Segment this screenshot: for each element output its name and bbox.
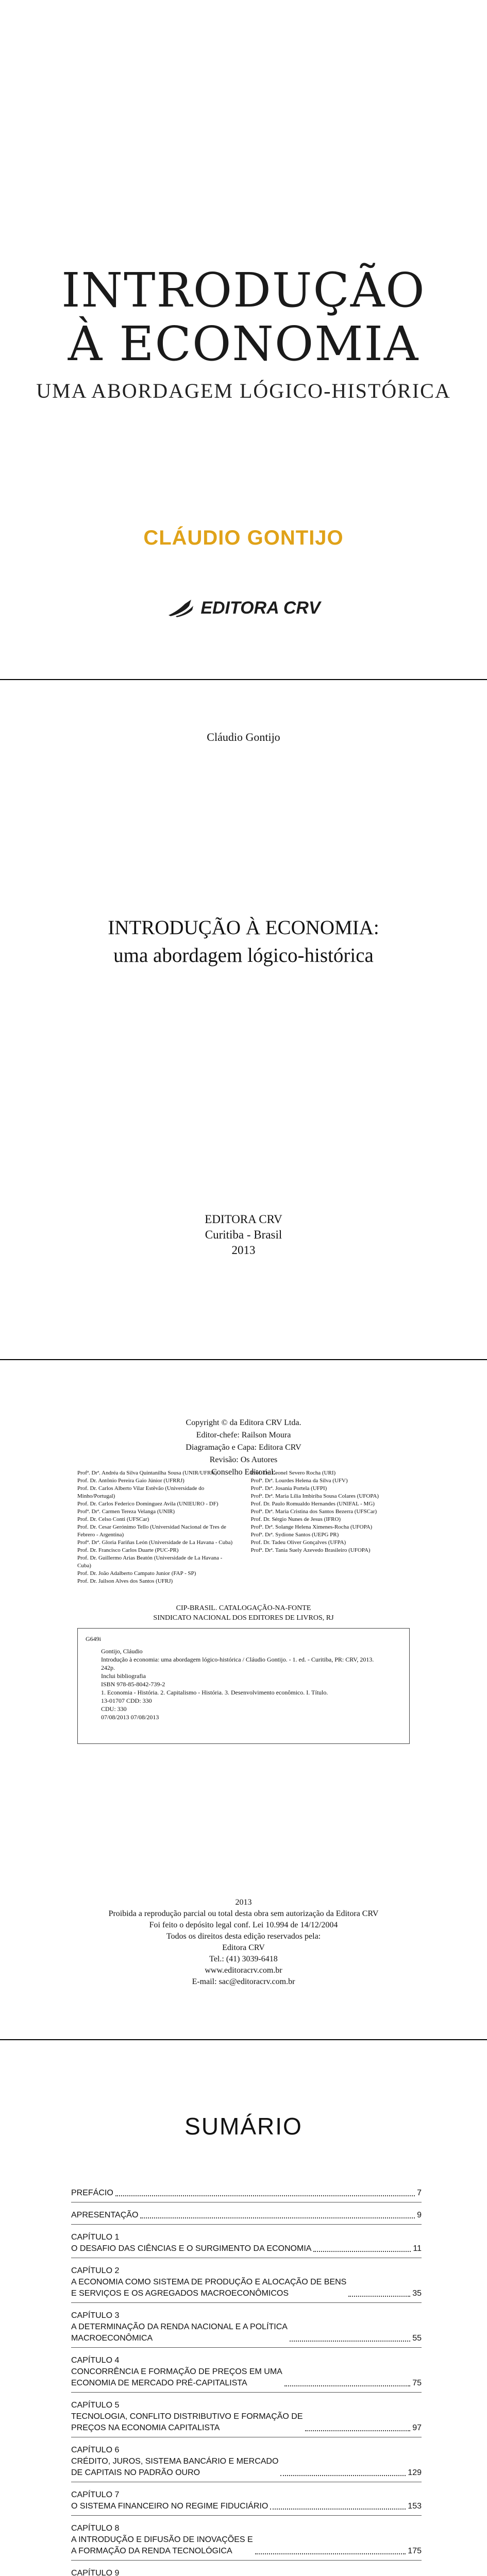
toc-item[interactable] — [71, 2516, 422, 2561]
council-member: Profª. Drª. Solange Helena Ximenes-Rocha (UFOPA) — [250, 1524, 373, 1530]
toc-page-number: 7 — [417, 2189, 422, 2197]
toc-leader-dots — [255, 2553, 406, 2554]
footer-line: Tel.: (41) 3039-6418 — [209, 1955, 278, 1963]
toc-chapter-label: CAPÍTULO 7 — [71, 2490, 120, 2499]
toc-item[interactable] — [71, 2348, 422, 2393]
title-page-title-line2: uma abordagem lógico-histórica — [113, 944, 374, 967]
toc-page-number: 11 — [413, 2244, 422, 2253]
council-member: Prof. Dr. Guillermo Arias Beatón (Universidade de La Havana - Cuba) — [77, 1555, 223, 1569]
toc-leader-dots — [140, 2217, 415, 2218]
toc-chapter-label: CAPÍTULO 3 — [71, 2311, 120, 2320]
toc-item[interactable] — [71, 2258, 422, 2303]
footer-line: Foi feito o depósito legal conf. Lei 10.994 de 14/12/2004 — [149, 1921, 338, 1929]
cip-line: 13-01707 CDD: 330 — [101, 1697, 152, 1704]
toc-chapter-label: CAPÍTULO 1 — [71, 2233, 120, 2242]
council-member: Prof. Dr. Jailson Alves dos Santos (UFRJ) — [77, 1578, 173, 1584]
toc-leader-dots — [270, 2509, 406, 2510]
toc-page-number: 35 — [412, 2289, 422, 2298]
footer-line: Proibida a reprodução parcial ou total desta obra sem autorização da Editora CRV — [108, 1909, 379, 1918]
council-member: Profª. Drª. Tania Suely Azevedo Brasileiro (UFOPA) — [250, 1547, 371, 1553]
cip-line: 07/08/2013 07/08/2013 — [101, 1714, 159, 1721]
toc-chapter-label: CAPÍTULO 6 — [71, 2446, 120, 2454]
editorial-council-left — [77, 1469, 237, 1585]
toc-leader-dots — [280, 2475, 406, 2476]
table-of-contents — [0, 2040, 487, 2576]
toc-chapter-label: CAPÍTULO 9 — [71, 2569, 120, 2576]
toc-page-number: 9 — [417, 2211, 422, 2219]
council-member: Prof. Dr. Tadeu Oliver Gonçalves (UFPA) — [250, 1539, 346, 1546]
council-member: Prof. Dr. Cesar Gerónimo Tello (Universidad Nacional de Tres de Febrero - Argentina) — [77, 1524, 226, 1538]
cip-line: 1. Economia - História. 2. Capitalismo - História. 3. Desenvolvimento econômico. I. Título. — [101, 1689, 328, 1696]
toc-chapter-label: CAPÍTULO 2 — [71, 2266, 120, 2275]
credit-line: Conselho Editorial: — [211, 1468, 276, 1477]
council-member: Prof. Dr. João Adalberto Campato Junior (FAP - SP) — [77, 1570, 196, 1577]
toc-leader-dots — [313, 2251, 411, 2252]
toc-item-title: A INTRODUÇÃO E DIFUSÃO DE INOVAÇÕES E A FORMAÇÃO DA RENDA TECNOLÓGICA — [71, 2535, 253, 2555]
cover-subtitle: UMA ABORDAGEM LÓGICO-HISTÓRICA — [36, 379, 451, 402]
cip-line: Gontijo, Cláudio — [101, 1648, 143, 1655]
toc-leader-dots — [348, 2296, 410, 2297]
editorial-council — [77, 1469, 410, 1585]
toc-item-title: O DESAFIO DAS CIÊNCIAS E O SURGIMENTO DA ECONOMIA — [71, 2244, 312, 2253]
toc-page-number: 75 — [412, 2379, 422, 2387]
council-member: Prof. Dr. Leonel Severo Rocha (URI) — [250, 1470, 336, 1476]
title-page — [0, 680, 487, 1359]
toc-leader-dots — [115, 2195, 415, 2196]
toc-page-number: 97 — [412, 2424, 422, 2432]
toc-page-number: 153 — [408, 2502, 422, 2511]
toc-item-title: O SISTEMA FINANCEIRO NO REGIME FIDUCIÁRIO — [71, 2502, 268, 2511]
copyright-page — [0, 1360, 487, 2039]
toc-item[interactable] — [71, 2393, 422, 2437]
title-page-publisher: EDITORA CRV — [205, 1213, 282, 1226]
council-member: Profª. Drª. Gloria Fariñas León (Universidade de La Havana - Cuba) — [77, 1539, 233, 1546]
council-member: Prof. Dr. Sérgio Nunes de Jesus (IFRO) — [250, 1516, 341, 1522]
toc-item-title: PREFÁCIO — [71, 2189, 113, 2197]
toc-item-title: TECNOLOGIA, CONFLITO DISTRIBUTIVO E FORMAÇÃO DE PREÇOS NA ECONOMIA CAPITALISTA — [71, 2412, 303, 2432]
council-member: Profª. Drª. Sydione Santos (UEPG PR) — [250, 1532, 339, 1538]
title-page-imprint — [0, 1212, 487, 1258]
toc-leader-dots — [290, 2341, 410, 2342]
toc-chapter-label: CAPÍTULO 5 — [71, 2401, 120, 2410]
council-member: Profª. Drª. Maria Lília Imbiriba Sousa Colares (UFOPA) — [250, 1493, 379, 1499]
cip-header — [0, 1603, 487, 1623]
credit-line: Editor-chefe: Railson Moura — [196, 1431, 291, 1439]
toc-title: SUMÁRIO — [184, 2113, 303, 2140]
council-member: Prof. Dr. Carlos Alberto Vilar Estêvão (Universidade do Minho/Portugal) — [77, 1485, 205, 1499]
council-member: Profª. Drª. Josania Portela (UFPI) — [250, 1485, 327, 1492]
cover-author: CLÁUDIO GONTIJO — [143, 527, 344, 549]
toc-page-number: 129 — [408, 2468, 422, 2477]
toc-item[interactable] — [71, 2482, 422, 2516]
editorial-council-right — [251, 1469, 410, 1585]
title-page-year: 2013 — [231, 1244, 256, 1257]
toc-item[interactable] — [71, 2561, 422, 2576]
cip-header-line: SINDICATO NACIONAL DOS EDITORES DE LIVROS, RJ — [153, 1614, 334, 1622]
toc-page-number: 175 — [408, 2547, 422, 2555]
toc-page-number: 55 — [412, 2334, 422, 2343]
toc-item-title: A DETERMINAÇÃO DA RENDA NACIONAL E A POLÍTICA MACROECONÔMICA — [71, 2323, 288, 2343]
title-page-author: Cláudio Gontijo — [207, 731, 280, 743]
cip-header-line: CIP-BRASIL. CATALOGAÇÃO-NA-FONTE — [176, 1604, 311, 1612]
book-cover — [0, 0, 487, 679]
council-member: Prof. Dr. Antônio Pereira Gaio Júnior (UFRRJ) — [77, 1478, 184, 1484]
council-member: Profª. Drª. Andréa da Silva Quintanilha Sousa (UNIR/UFRN) — [77, 1470, 217, 1476]
toc-leader-dots — [305, 2430, 411, 2431]
footer-line: 2013 — [235, 1898, 252, 1907]
cover-publisher — [0, 598, 487, 618]
toc-item-title: CRÉDITO, JUROS, SISTEMA BANCÁRIO E MERCADO DE CAPITAIS NO PADRÃO OURO — [71, 2457, 279, 2477]
toc-chapter-label: CAPÍTULO 8 — [71, 2524, 120, 2533]
toc-chapter-label: CAPÍTULO 4 — [71, 2356, 120, 2365]
toc-item[interactable] — [71, 2225, 422, 2258]
footer-line: www.editoracrv.com.br — [205, 1966, 282, 1975]
cip-line: Introdução à economia: uma abordagem lógico-histórica / Cláudio Gontijo. - 1. ed. - Curitiba, PR: CRV, 2013. — [101, 1656, 374, 1663]
cip-record — [77, 1628, 410, 1744]
credit-line: Diagramação e Capa: Editora CRV — [186, 1443, 301, 1452]
toc-leader-dots — [284, 2385, 410, 2386]
toc-item-title: A ECONOMIA COMO SISTEMA DE PRODUÇÃO E ALOCAÇÃO DE BENS E SERVIÇOS E OS AGREGADOS MACROECONÔMICOS — [71, 2278, 347, 2298]
cover-title-line2: À ECONOMIA — [68, 316, 419, 371]
toc-item-title: CONCORRÊNCIA E FORMAÇÃO DE PREÇOS EM UMA ECONOMIA DE MERCADO PRÉ-CAPITALISTA — [71, 2367, 282, 2387]
cip-line: CDU: 330 — [101, 1705, 127, 1713]
cip-line: Inclui bibliografia — [101, 1672, 146, 1680]
title-page-title — [0, 914, 487, 970]
title-page-title-line1: INTRODUÇÃO À ECONOMIA: — [108, 917, 379, 939]
cip-line: 242p. — [101, 1664, 115, 1671]
council-member: Prof. Dr. Carlos Federico Dominguez Avila (UNIEURO - DF) — [77, 1501, 219, 1507]
council-member: Prof. Dr. Francisco Carlos Duarte (PUC-PR) — [77, 1547, 179, 1553]
footer-line: Editora CRV — [222, 1943, 265, 1952]
toc-item[interactable] — [71, 2437, 422, 2482]
council-member: Profª. Drª. Maria Cristina dos Santos Bezerra (UFSCar) — [250, 1509, 377, 1515]
cover-publisher-name: EDITORA CRV — [200, 598, 321, 618]
toc-item[interactable] — [71, 2202, 422, 2225]
toc-item-title: APRESENTAÇÃO — [71, 2211, 139, 2219]
credit-line: Revisão: Os Autores — [209, 1455, 278, 1464]
toc-list — [71, 2180, 422, 2576]
credit-line: Copyright © da Editora CRV Ltda. — [186, 1418, 301, 1427]
cover-title-line1: INTRODUÇÃO — [61, 263, 426, 318]
footer-line: Todos os direitos desta edição reservados pela: — [166, 1932, 321, 1941]
copyright-footer — [0, 1897, 487, 1988]
footer-line: E-mail: sac@editoracrv.com.br — [192, 1977, 295, 1986]
council-member: Prof. Dr. Paulo Romualdo Hernandes (UNIFAL - MG) — [250, 1501, 375, 1507]
council-member: Profª. Drª. Lourdes Helena da Silva (UFV) — [250, 1478, 348, 1484]
cip-line: ISBN 978-85-8042-739-2 — [101, 1681, 165, 1688]
cover-title — [0, 264, 487, 371]
cip-line: G649i — [86, 1635, 101, 1642]
toc-item[interactable] — [71, 2180, 422, 2202]
council-member: Profª. Drª. Carmen Tereza Velanga (UNIR) — [77, 1509, 175, 1515]
title-page-city: Curitiba - Brasil — [205, 1228, 282, 1241]
crv-logo-icon — [166, 598, 196, 618]
council-member: Prof. Dr. Celso Conti (UFSCar) — [77, 1516, 149, 1522]
toc-item[interactable] — [71, 2303, 422, 2348]
